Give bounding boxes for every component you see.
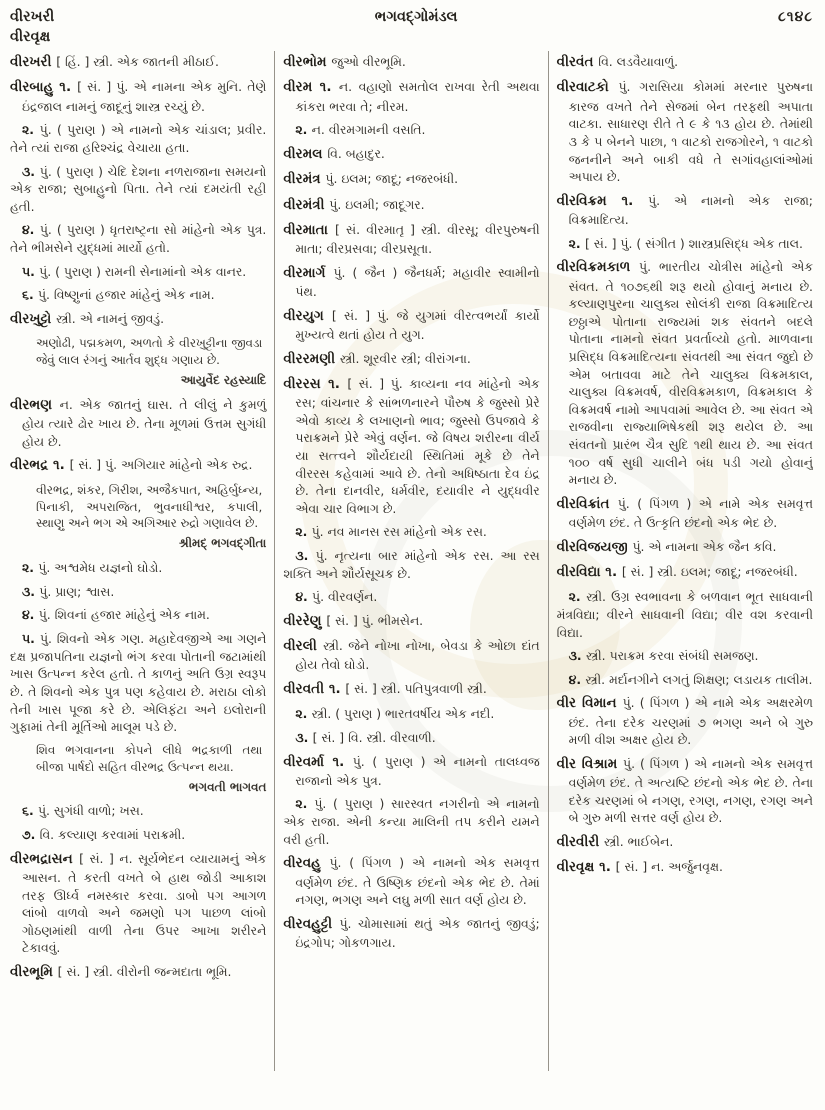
entry-headword: વીરમલ bbox=[283, 145, 328, 162]
dictionary-title: ભગવદ્ગોમંડલ bbox=[374, 9, 458, 25]
sense-item: ૪. પું. શિવનાં હજાર માંહેનું એક નામ. bbox=[22, 607, 210, 623]
sense-number: ૭. bbox=[22, 827, 40, 843]
citation-source: આયુર્વેદ રહસ્યાદિ bbox=[180, 372, 267, 387]
entry-headword: વીરવિક્રમકાળ bbox=[556, 259, 640, 276]
entry-headword: વીરમાતા bbox=[283, 221, 335, 238]
sense-item: ૬. પું. વિષ્ણુનાં હજાર માંહેનું એક નામ. bbox=[22, 287, 215, 303]
entry-headword: વીરખુટ્ટો bbox=[10, 310, 57, 327]
sense-item: ૩. પું. પ્રાણ; શ્વાસ. bbox=[22, 583, 115, 599]
entry-headword: વીરવાટકો bbox=[556, 79, 619, 96]
entry-headword: વીરભદ્રાસન bbox=[10, 850, 80, 867]
entry-headword: વીરરેણુ bbox=[283, 612, 327, 629]
sense-number: ૪. bbox=[22, 607, 39, 623]
entry-headword: વીરમંત્ર bbox=[283, 171, 326, 188]
entry-headword: વીરલી bbox=[283, 638, 324, 655]
dictionary-entry: વીરવંત વિ. લડવૈયાવાળું. bbox=[556, 54, 679, 71]
entry-headword: વીરખરી bbox=[10, 54, 57, 71]
entry-headword: વીરભણ bbox=[10, 396, 60, 413]
entry-headword: વીર વિમાન bbox=[556, 695, 623, 712]
dictionary-entry: વીરમાતા [ સં. વીરમાતૃ ] સ્ત્રી. વીરસૂ; વીરપુરુષની માતા; વીરપ્રસવા; વીરપ્રસૂતા. bbox=[283, 221, 540, 257]
entry-headword: વીરમાર્ગ bbox=[283, 264, 334, 281]
sense-number: ૨. bbox=[295, 706, 312, 722]
dictionary-entry: વીરભૂમિ [ સં. ] સ્ત્રી. વીરોની જન્મદાતા ભૂમિ. bbox=[10, 964, 232, 981]
sense-item: ૨. ન. વીરમગામની વસતિ. bbox=[295, 122, 426, 138]
sense-number: ૬. bbox=[22, 803, 38, 819]
sense-item: ૫. પું. શિવનો એક ગણ. મહાદેવજીએ આ ગણને દક્ષ પ્રજાપતિના યજ્ઞનો ભંગ કરવા પોતાની જટામાંથી ખાસ ઉત્પન્ન કરેલ હતો. તે કાળનું અતિ ઉગ્ર સ્વરૂપ છે. તે શિવનો એક પુત્ર પણ કહેવાય છે. મરાઠા લોકો તેની ખાસ પૂજા કરે છે. એલિફંટા અને ઇલોરાની ગુફામાં તેની મૂર્તિઓ માલૂમ પડે છે. bbox=[10, 631, 267, 735]
entry-headword: વીરવૃક્ષ ૧. bbox=[556, 859, 616, 876]
entry-headword: વીરવિદ્યા ૧. bbox=[556, 564, 622, 581]
sense-item: ૫. પું. ( પુરાણ ) રામની સેનામાંનો એક વાનર. bbox=[22, 263, 247, 279]
sense-item: ૨. સ્ત્રી. ( પુરાણ ) ભારતવર્ષીય એક નદી. bbox=[295, 706, 495, 722]
sense-item: ૨. પું. ( પુરાણ ) સારસ્વત નગરીનો એ નામનો એક રાજા. એની કન્યા માલિની તપ કરીને યમને વરી હતી. bbox=[283, 796, 540, 847]
sense-item: ૪. પું. વીરવર્ણન. bbox=[295, 589, 378, 605]
sense-item: ૨. [ સં. ] પું. ( સંગીત ) શાસ્ત્રપ્રસિદ્ધ એક તાલ. bbox=[568, 235, 803, 251]
entry-headword: વીરમંત્રી bbox=[283, 196, 330, 213]
guide-words bbox=[10, 8, 54, 47]
dictionary-entry: વીરમંત્ર પું. ઇલમ; જાદૂ; નજરબંધી. bbox=[283, 171, 459, 188]
dictionary-entry: વીરરમણી સ્ત્રી. શૂરવીર સ્ત્રી; વીરાંગના. bbox=[283, 350, 471, 367]
sense-number: ૬. bbox=[22, 287, 38, 303]
dictionary-entry: વીર વિશ્રામ પું. ( પિંગળ ) એ નામનો એક સમવૃત્ત વર્ણમેળ છંદ. તે અત્યષ્ટિ છંદનો એક ભેદ છે. તેના દરેક ચરણમાં બે નગણ, રગણ, નગણ, રગણ અને બે ગુરુ મળી સત્તર વર્ણ હોય છે. bbox=[556, 755, 813, 826]
entry-headword: વીરરમણી bbox=[283, 350, 340, 367]
entry-headword: વીર વિશ્રામ bbox=[556, 755, 624, 772]
dictionary-entry: વીરવર્મા ૧. પું. ( પુરાણ ) એ નામનો તાલધ્વજ રાજાનો એક પુત્ર. bbox=[283, 753, 540, 788]
sense-number: ૫. bbox=[22, 631, 40, 647]
entry-headword: વીરભૂમિ bbox=[10, 964, 58, 981]
dictionary-entry: વીરખુટ્ટો સ્ત્રી. એ નામનું જીવડું. bbox=[10, 310, 165, 327]
entry-headword: વીરવંત bbox=[556, 54, 599, 71]
entry-headword: વીરવતી ૧. bbox=[283, 681, 346, 698]
dictionary-entry: વીરવિક્રમકાળ પું. ભારતીય ચોત્રીસ માંહેનો એક સંવત. તે ૧૦૭૬થી શરૂ થયો હોવાનું મનાય છે. કલ્યાણપુરના ચાલુક્ય સોલંકી રાજા વિક્રમાદિત્ય છઠ્ઠાએ પોતાના રાજ્યમાં શક સંવતને બદલે પોતાના નામનો સંવત પ્રવર્તાવ્યો હતો. માળવાના પ્રસિદ્ધ વિક્રમાદિત્યના સંવતથી આ સંવત જુદો છે એમ બતાવવા માટે તેને ચાલુક્ય વિક્રમકાલ, ચાલુક્ય વિક્રમવર્ષ, વીરવિક્રમકાળ, વિક્રમકાલ કે વિક્રમવર્ષ નામો આપવામાં આવેલ છે. આ સંવત એ રાજવીના રાજ્યાભિષેકથી શરૂ થયેલ છે. આ સંવતનો પ્રારંભ ચૈત્ર સુદિ ૧થી થાય છે. આ સંવત ૧૦૦ વર્ષ સુધી ચાલીને બંધ પડી ગયો હોવાનું મનાય છે. bbox=[556, 259, 813, 488]
sense-number: ૨. bbox=[295, 122, 312, 138]
dictionary-entry: વીરવતી ૧. [ સં. ] સ્ત્રી. પતિપુત્રવાળી સ્ત્રી. bbox=[283, 681, 487, 698]
citation-source: શ્રીમદ્ ભગવદ્ગીતા bbox=[178, 536, 267, 551]
sense-item: ૩. [ સં. ] વિ. સ્ત્રી. વીરવાળી. bbox=[295, 729, 436, 745]
dictionary-entry: વીરમંત્રી પું. ઇલમી; જાદૂગર. bbox=[283, 196, 425, 213]
dictionary-entry: વીર વિમાન પું. ( પિંગળ ) એ નામે એક અક્ષરમેળ છંદ. તેના દરેક ચરણમાં ૭ ભગણ અને બે ગુરુ મળી વીશ અક્ષર હોય છે. bbox=[556, 695, 813, 748]
sense-item: ૩. સ્ત્રી. પરાક્રમ કરવા સંબંધી સમજણ. bbox=[568, 648, 759, 664]
sense-number: ૨. bbox=[295, 796, 315, 812]
dictionary-entry: વીરભદ્રાસન [ સં. ] ન. સૂર્યભેદન વ્યાયામનું એક આસન. તે કરતી વખતે બે હાથ જોડી આકાશ તરફ ઊર્ધ્વ નમસ્કાર કરવા. ડાબો પગ આગળ લાંબો વાળવો અને જમણો પગ પાછળ લાંબો ગોઠણમાંથી વાળી તેના ઉપર આખા શરીરને ટેકાવવું. bbox=[10, 850, 267, 956]
dictionary-entry: વીરયુગ [ સં. ] પું. જે યુગમાં વીરત્વભર્યાં કાર્યો મુખ્યત્વે થતાં હોય તે યુગ. bbox=[283, 307, 540, 342]
sense-item: ૨. સ્ત્રી. ઉગ્ર સ્વભાવના કે બળવાન ભૂત સાધવાની મંત્રવિદ્યા; વીરને સાધવાની વિદ્યા; વીર વશ કરવાની વિદ્યા. bbox=[556, 589, 813, 640]
sense-number: ૫. bbox=[22, 263, 40, 279]
dictionary-entry: વીરવિજયજી પું. એ નામના એક જૈન કવિ. bbox=[556, 538, 777, 555]
entry-headword: વીરવિક્રાંત bbox=[556, 495, 618, 512]
dictionary-entry: વીરવિક્રાંત પું. ( પિંગળ ) એ નામે એક સમવૃત્ત વર્ણમેળ છંદ. તે ઉત્કૃતિ છંદનો એક ભેદ છે. bbox=[556, 495, 813, 531]
sense-number: ૪. bbox=[568, 671, 586, 687]
entry-headword: વીરયુગ bbox=[283, 307, 332, 324]
dictionary-entry: વીરવીરી સ્ત્રી. ભાઈબેન. bbox=[556, 834, 674, 851]
entry-headword: વીરવર્મા ૧. bbox=[283, 753, 353, 770]
text-columns bbox=[10, 51, 813, 1071]
dictionary-entry: વીરવહુ પું. ( પિંગળ ) એ નામનો એક સમવૃત્ત વર્ણમેળ છંદ. તે ઉષ્ણિક છંદનો એક ભેદ છે. તેમાં નગણ, ભગણ અને લઘુ મળી સાત વર્ણ હોય છે. bbox=[283, 855, 540, 908]
dictionary-entry: વીરમલ વિ. બહાદુર. bbox=[283, 145, 385, 162]
sense-number: ૪. bbox=[295, 589, 313, 605]
dictionary-entry: વીરવિક્રમ ૧. પું. એ નામનો એક રાજા; વિક્રમાદિત્ય. bbox=[556, 192, 813, 228]
sense-number: ૨. bbox=[22, 560, 39, 576]
dictionary-entry: વીરરેણુ [ સં. ] પું. ભીમસેન. bbox=[283, 612, 424, 629]
guide-word-last: વીરવૃક્ષ bbox=[10, 28, 51, 45]
entry-headword: વીરવિજયજી bbox=[556, 538, 633, 555]
dictionary-entry: વીરવૃક્ષ ૧. [ સં. ] ન. અર્જુનવૃક્ષ. bbox=[556, 859, 723, 876]
column-1 bbox=[10, 51, 274, 1071]
entry-headword: વીરબાહુ ૧. bbox=[10, 79, 78, 96]
dictionary-entry: વીરલી સ્ત્રી. જેને નોખા નોખા, બેવડા કે ઓછા દાંત હોય તેવો ઘોડો. bbox=[283, 638, 540, 673]
sense-item: ૭. વિ. કલ્યાણ કરવામાં પરાક્રમી. bbox=[22, 827, 186, 843]
sense-item: ૩. પું. નૃત્યના બાર માંહેનો એક રસ. આ રસ શક્તિ અને શૌર્યસૂચક છે. bbox=[283, 548, 540, 581]
dictionary-entry: વીરવાટકો પું. ગરાસિયા કોમમાં મરનાર પુરુષના કારજ વખતે તેને સેજમાં બેન તરફથી અપાતા વાટકા. સાધારણ રીતે તે ૯ કે ૧૩ હોય છે. તેમાંથી ૩ કે ૫ બેનને પાછા, ૧ વાટકો રાજગોરને, ૧ વાટકો જનનીને અને બાકી વધે તે સગાંવહાલાંઓમાં અપાય છે. bbox=[556, 79, 813, 185]
entry-headword: વીરભોમ bbox=[283, 54, 332, 71]
dictionary-entry: વીરભણ ન. એક જાતનું ઘાસ. તે લીલું ને કુમળું હોય ત્યારે ઢોર ખાય છે. તેના મૂળમાં ઉત્તમ સુગંધી હોય છે. bbox=[10, 396, 267, 449]
sense-item: ૪. પું. ( પુરાણ ) ધૃતરાષ્ટ્રના સો માંહેનો એક પુત્ર. તેને ભીમસેને યુદ્ધમાં માર્યો હતો. bbox=[10, 222, 267, 255]
entry-headword: વીરવિક્રમ ૧. bbox=[556, 192, 649, 209]
sense-number: ૩. bbox=[568, 648, 586, 664]
dictionary-entry: વીરવિદ્યા ૧. [ સં. ] સ્ત્રી. ઇલમ; જાદૂ; નજરબંધી. bbox=[556, 564, 798, 581]
dictionary-entry: વીરબાહુ ૧. [ સં. ] પું. એ નામના એક મુનિ. તેણે ઇંદ્રજાલ નામનું જાદૂનું શાસ્ત્ર રચ્યું છે. bbox=[10, 79, 267, 114]
sense-item: ૨. પું. ( પુરાણ ) એ નામનો એક ચાંડાલ; પ્રવીર. તેને ત્યાં રાજા હરિશ્ચંદ્ર વેચાયા હતા. bbox=[10, 122, 267, 155]
dictionary-entry: વીરવહુટ્ટી પું. ચોમાસામાં થતું એક જાતનું જીવડું; ઇંદ્રગોપ; ગોકળગાય. bbox=[283, 915, 540, 951]
citation-source: ભગવતી ભાગવત bbox=[188, 779, 267, 794]
sense-number: ૨. bbox=[295, 524, 312, 540]
entry-headword: વીરભદ્ર ૧. bbox=[10, 457, 70, 474]
dictionary-entry: વીરરસ ૧. [ સં. ] પું. કાવ્યના નવ માંહેનો એક રસ; વાંચનાર કે સાંભળનારને પૌરુષ કે જુસ્સો પ્રેરે એવો કાવ્ય કે લખાણનો ભાવ; જુસ્સો ઉપજાવે કે પરાક્રમને પ્રેરે એવું વર્ણન. જે વિષય શરીરના વીર્ય યા સત્ત્વને શૌર્યદાયી સ્થિતિમાં મૂકે છે તેને વીરરસ કહેવામાં આવે છે. તેનો અધિષ્ઠાતા દેવ ઇંદ્ર છે. તેના દાનવીર, ધર્મવીર, દયાવીર ને યુદ્ધવીર એવા ચાર વિભાગ છે. bbox=[283, 375, 540, 516]
entry-headword: વીરવહુટ્ટી bbox=[283, 915, 340, 932]
quote-block: શિવ ભગવાનના કોપને લીધે ભદ્રકાળી તથા બીજા પાર્ષદો સહિત વીરભદ્ર ઉત્પન્ન થયા. bbox=[36, 742, 263, 774]
sense-number: ૨. bbox=[22, 122, 40, 138]
column-3 bbox=[548, 51, 813, 1071]
sense-number: ૨. bbox=[568, 589, 587, 605]
sense-item: ૪. સ્ત્રી. મર્દાનગીને લગતું શિક્ષણ; લડાયક તાલીમ. bbox=[568, 671, 813, 687]
dictionary-entry: વીરભોમ જુઓ વીરભૂમિ. bbox=[283, 54, 406, 71]
sense-item: ૩. પું. ( પુરાણ ) ચેદિ દેશના નળરાજાના સમયનો એક રાજા; સુબાહુનો પિતા. તેને ત્યાં દમયંતી રહી હતી. bbox=[10, 163, 267, 214]
sense-number: ૪. bbox=[22, 222, 40, 238]
column-2 bbox=[274, 51, 547, 1071]
dictionary-entry: વીરખરી [ હિં. ] સ્ત્રી. એક જાતની મીઠાઈ. bbox=[10, 54, 219, 71]
sense-item: ૬. પું. સુગંધી વાળો; ખસ. bbox=[22, 803, 144, 819]
sense-number: ૩. bbox=[22, 163, 40, 179]
sense-number: ૩. bbox=[22, 583, 40, 599]
dictionary-entry: વીરભદ્ર ૧. [ સં. ] પું. અગિયાર માંહેનો એક રુદ્ર. bbox=[10, 457, 253, 474]
entry-headword: વીરમ ૧. bbox=[283, 79, 339, 96]
sense-number: ૩. bbox=[295, 548, 316, 564]
sense-number: ૩. bbox=[295, 729, 313, 745]
dictionary-entry: વીરમાર્ગ પું. ( જૈન ) જૈનધર્મ; મહાવીર સ્વામીનો પંથ. bbox=[283, 264, 540, 300]
entry-headword: વીરવહુ bbox=[283, 855, 330, 872]
quote-block: વીરભદ્ર, શંકર, ગિરીશ, અજૈકપાત, અહિર્બુધ્ન્ય, પિનાકી, અપરાજિત, ભુવનાધીશ્વર, કપાલી, સ્થાણુ અને ભગ એ અગિઆર રુદ્રો ગણાવેલ છે. bbox=[36, 482, 263, 531]
sense-item: ૨. પું. નવ માનસ રસ માંહેનો એક રસ. bbox=[295, 524, 487, 540]
quote-block: અણોઢી, પદ્મકમળ, અળતો કે વીરખુટ્ટીના જીવડા જેવું લાલ રંગનું આર્તવ શુદ્ધ ગણાય છે. bbox=[36, 336, 263, 368]
guide-word-first: વીરખરી bbox=[10, 9, 55, 25]
dictionary-entry: વીરમ ૧. ન. વહાણો સમતોલ રાખવા રેતી અથવા કાંકરા ભરવા તે; નીરમ. bbox=[283, 79, 540, 114]
sense-item: ૨. પું. અશ્વમેધ યજ્ઞનો ઘોડો. bbox=[22, 560, 163, 576]
page-number: ૮૧૪૮ bbox=[778, 9, 813, 25]
entry-headword: વીરરસ ૧. bbox=[283, 375, 348, 392]
page-header bbox=[10, 8, 813, 47]
entry-headword: વીરવીરી bbox=[556, 834, 605, 851]
sense-number: ૨. bbox=[568, 235, 585, 251]
